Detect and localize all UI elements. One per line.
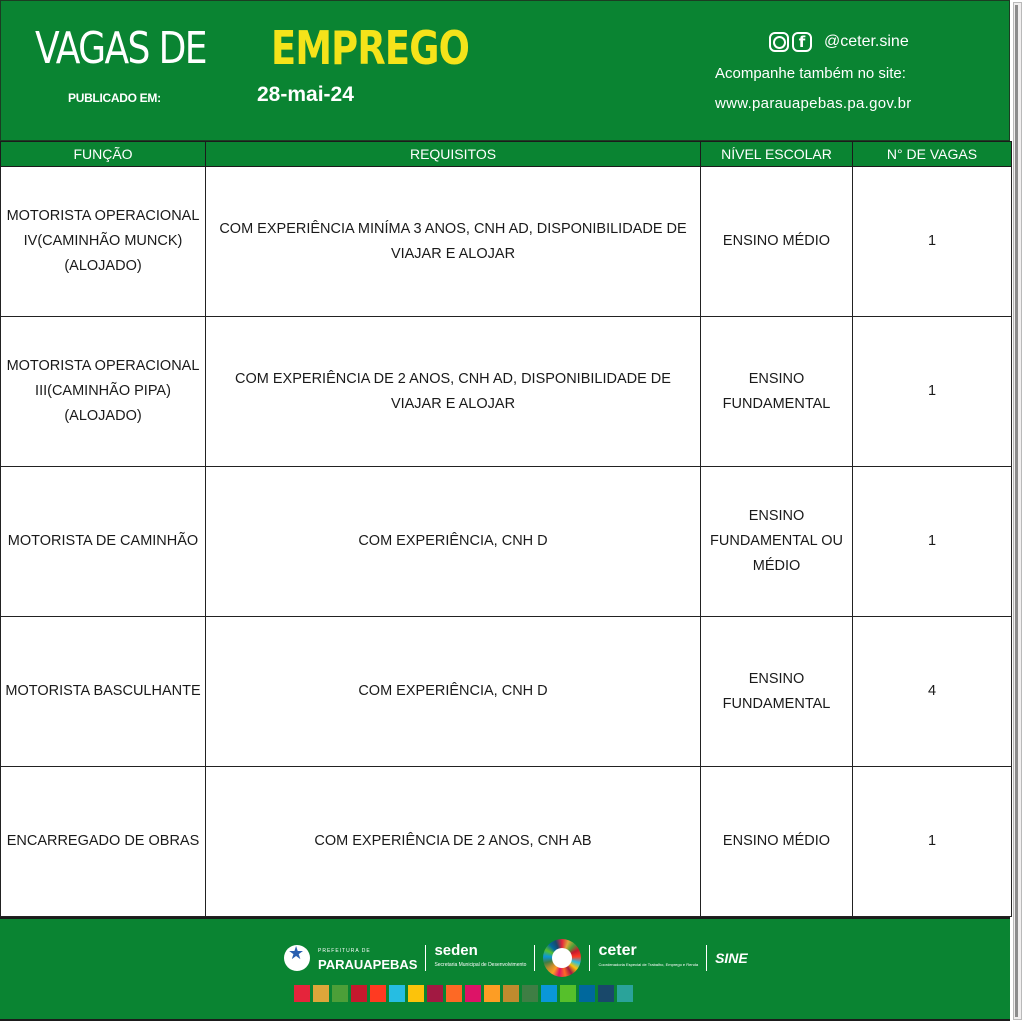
jobs-table — [0, 141, 1012, 917]
ods-goal-12-icon — [503, 985, 519, 1002]
prefeitura-logo — [318, 945, 417, 971]
cell-nivel: ENSINO MÉDIO — [701, 767, 853, 917]
ceter-name: ceter — [598, 942, 637, 959]
cell-vagas: 4 — [853, 617, 1012, 767]
column-header-vagas: N° DE VAGAS — [853, 142, 1012, 167]
logo-divider — [534, 945, 535, 971]
ods-goal-1-icon — [294, 985, 310, 1002]
vertical-scrollbar[interactable] — [1013, 2, 1022, 1020]
ods-goal-16-icon — [579, 985, 595, 1002]
ods-goal-10-icon — [465, 985, 481, 1002]
title-emprego: EMPREGO — [271, 21, 470, 75]
logo-divider — [589, 945, 590, 971]
follow-text: Acompanhe também no site: — [715, 65, 906, 82]
logo-divider — [425, 945, 426, 971]
cell-requisitos: COM EXPERIÊNCIA MINÍMA 3 ANOS, CNH AD, DISPONIBILIDADE DE VIAJAR E ALOJAR — [206, 167, 701, 317]
ods-goal-7-icon — [408, 985, 424, 1002]
table-row — [1, 167, 1012, 317]
cell-vagas: 1 — [853, 317, 1012, 467]
cell-nivel: ENSINO MÉDIO — [701, 167, 853, 317]
ods-goal-9-icon — [446, 985, 462, 1002]
parauapebas-logo-icon — [284, 945, 310, 971]
cell-nivel: ENSINO FUNDAMENTAL OU MÉDIO — [701, 467, 853, 617]
ceter-logo — [598, 944, 698, 972]
ods-goal-13-icon — [522, 985, 538, 1002]
column-header-funcao: FUNÇÃO — [1, 142, 206, 167]
cell-requisitos: COM EXPERIÊNCIA DE 2 ANOS, CNH AB — [206, 767, 701, 917]
sine-logo: SINE — [715, 950, 748, 966]
published-date: 28-mai-24 — [257, 83, 354, 106]
cell-funcao: MOTORISTA OPERACIONAL III(CAMINHÃO PIPA) (ALOJADO) — [1, 317, 206, 467]
prefeitura-name: PARAUAPEBAS — [318, 957, 418, 972]
cell-vagas: 1 — [853, 767, 1012, 917]
seden-name: seden — [434, 942, 478, 959]
table-row — [1, 617, 1012, 767]
cell-nivel: ENSINO FUNDAMENTAL — [701, 317, 853, 467]
prefeitura-small-text: PREFEITURA DE — [318, 948, 371, 954]
ods-goal-6-icon — [389, 985, 405, 1002]
social-handle[interactable]: @ceter.sine — [824, 33, 909, 50]
ods-goal-15-icon — [560, 985, 576, 1002]
ods-goal-4-icon — [351, 985, 367, 1002]
website-link[interactable]: www.parauapebas.pa.gov.br — [715, 95, 912, 112]
table-header-row — [1, 142, 1012, 167]
cell-funcao: MOTORISTA BASCULHANTE — [1, 617, 206, 767]
social-block — [769, 32, 909, 52]
column-header-nivel-escolar: NÍVEL ESCOLAR — [701, 142, 853, 167]
instagram-icon[interactable] — [769, 32, 789, 52]
footer-banner — [0, 917, 1010, 1021]
column-header-requisitos: REQUISITOS — [206, 142, 701, 167]
partner-logos — [284, 939, 748, 977]
ceter-small-text: Coordenadoria Especial de Trabalho, Emprego e Renda — [598, 962, 699, 967]
ods-goal-8-icon — [427, 985, 443, 1002]
seden-logo — [434, 944, 526, 972]
table-row — [1, 767, 1012, 917]
title-vagas-de: VAGAS DE — [35, 23, 206, 74]
ods-goal-5-icon — [370, 985, 386, 1002]
table-row — [1, 317, 1012, 467]
cell-funcao: MOTORISTA OPERACIONAL IV(CAMINHÃO MUNCK)(ALOJADO) — [1, 167, 206, 317]
ods-icons-row — [294, 985, 633, 1002]
cell-requisitos: COM EXPERIÊNCIA, CNH D — [206, 617, 701, 767]
cell-vagas: 1 — [853, 167, 1012, 317]
ods-goal-14-icon — [541, 985, 557, 1002]
facebook-icon[interactable]: f — [792, 32, 812, 52]
cell-funcao: MOTORISTA DE CAMINHÃO — [1, 467, 206, 617]
seden-small-text: Secretaria Municipal de Desenvolvimento — [434, 962, 527, 968]
published-label: PUBLICADO EM: — [68, 91, 161, 105]
ods-goal-18-icon — [617, 985, 633, 1002]
logo-divider — [706, 945, 707, 971]
cell-vagas: 1 — [853, 467, 1012, 617]
cell-nivel: ENSINO FUNDAMENTAL — [701, 617, 853, 767]
cell-funcao: ENCARREGADO DE OBRAS — [1, 767, 206, 917]
table-row — [1, 467, 1012, 617]
ods-goal-11-icon — [484, 985, 500, 1002]
desenvolve-wheel-icon — [543, 939, 581, 977]
ods-goal-3-icon — [332, 985, 348, 1002]
header-banner — [0, 0, 1010, 141]
ods-goal-17-icon — [598, 985, 614, 1002]
cell-requisitos: COM EXPERIÊNCIA, CNH D — [206, 467, 701, 617]
ods-goal-2-icon — [313, 985, 329, 1002]
cell-requisitos: COM EXPERIÊNCIA DE 2 ANOS, CNH AD, DISPONIBILIDADE DE VIAJAR E ALOJAR — [206, 317, 701, 467]
